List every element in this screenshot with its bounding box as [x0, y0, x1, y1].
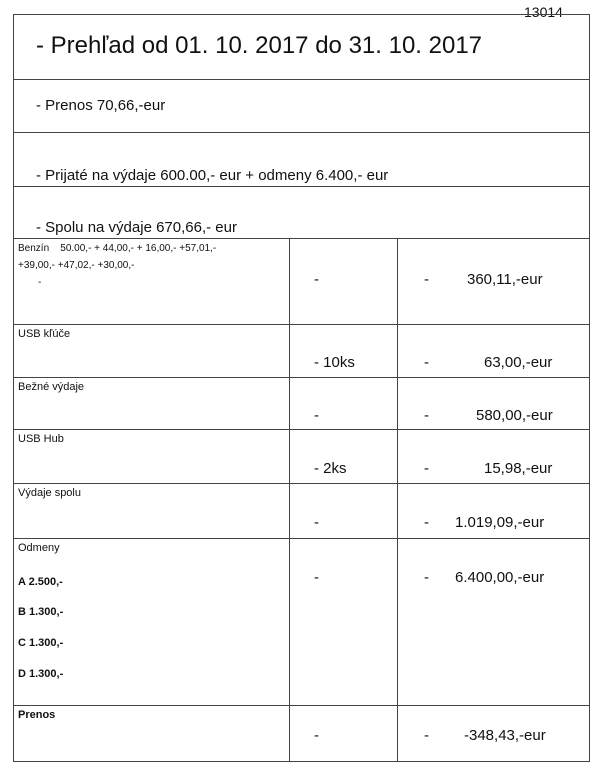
summary-carryover: - Prenos 70,66,-eur	[36, 97, 166, 114]
row-amount: 360,11,-eur	[467, 271, 543, 288]
summary-row-total-available	[14, 186, 589, 239]
column-divider	[289, 238, 290, 761]
expense-grid	[14, 238, 589, 761]
row-dash: -	[424, 727, 429, 744]
row-qty: -	[314, 514, 319, 531]
bonus-item: C 1.300,-	[18, 637, 64, 649]
row-divider	[14, 538, 589, 539]
row-amount: 1.019,09,-eur	[455, 514, 545, 531]
row-divider	[14, 324, 589, 325]
row-qty: -	[314, 569, 319, 586]
row-label-usb-keys: USB kľúče	[18, 328, 71, 340]
row-qty: -	[314, 727, 319, 744]
row-amount: -348,43,-eur	[464, 727, 546, 744]
row-divider	[14, 429, 589, 430]
document-number: 13014	[524, 4, 563, 20]
row-qty: -	[314, 407, 319, 424]
row-dash: -	[424, 271, 429, 288]
row-label-usb-hub: USB Hub	[18, 433, 64, 445]
row-divider	[14, 483, 589, 484]
row-dash: -	[424, 514, 429, 531]
row-divider	[14, 705, 589, 706]
row-label-bonuses: Odmeny	[18, 542, 60, 554]
row-label-carryover: Prenos	[18, 709, 56, 721]
row-amount: 580,00,-eur	[476, 407, 553, 424]
row-divider	[14, 377, 589, 378]
row-dash: -	[424, 407, 429, 424]
row-dash: -	[424, 460, 429, 477]
row-qty: -	[314, 271, 319, 288]
row-label-fuel: Benzín 50.00,- + 44,00,- + 16,00,- +57,01,- +39,00,- +47,02,- +30,00,- -	[18, 243, 217, 288]
row-label-expenses-total: Výdaje spolu	[18, 487, 81, 499]
column-divider	[397, 238, 398, 761]
report-title: - Prehľad od 01. 10. 2017 do 31. 10. 2017	[36, 32, 483, 59]
summary-received: - Prijaté na výdaje 600.00,- eur + odmeny 6.400,- eur	[36, 167, 389, 184]
bonus-item: B 1.300,-	[18, 606, 64, 618]
bonus-item: D 1.300,-	[18, 668, 64, 680]
report-table	[13, 14, 590, 762]
row-dash: -	[424, 569, 429, 586]
bonus-item: A 2.500,-	[18, 576, 63, 588]
summary-row-received	[14, 132, 589, 187]
row-label-common-expenses: Bežné výdaje	[18, 381, 85, 393]
summary-total-available: - Spolu na výdaje 670,66,- eur	[36, 219, 237, 236]
summary-row-carryover	[14, 79, 589, 133]
row-dash: -	[424, 354, 429, 371]
row-amount: 63,00,-eur	[484, 354, 553, 371]
row-qty: - 10ks	[314, 354, 355, 371]
report-title-row	[14, 15, 589, 80]
row-amount: 15,98,-eur	[484, 460, 553, 477]
row-qty: - 2ks	[314, 460, 347, 477]
row-amount: 6.400,00,-eur	[455, 569, 545, 586]
